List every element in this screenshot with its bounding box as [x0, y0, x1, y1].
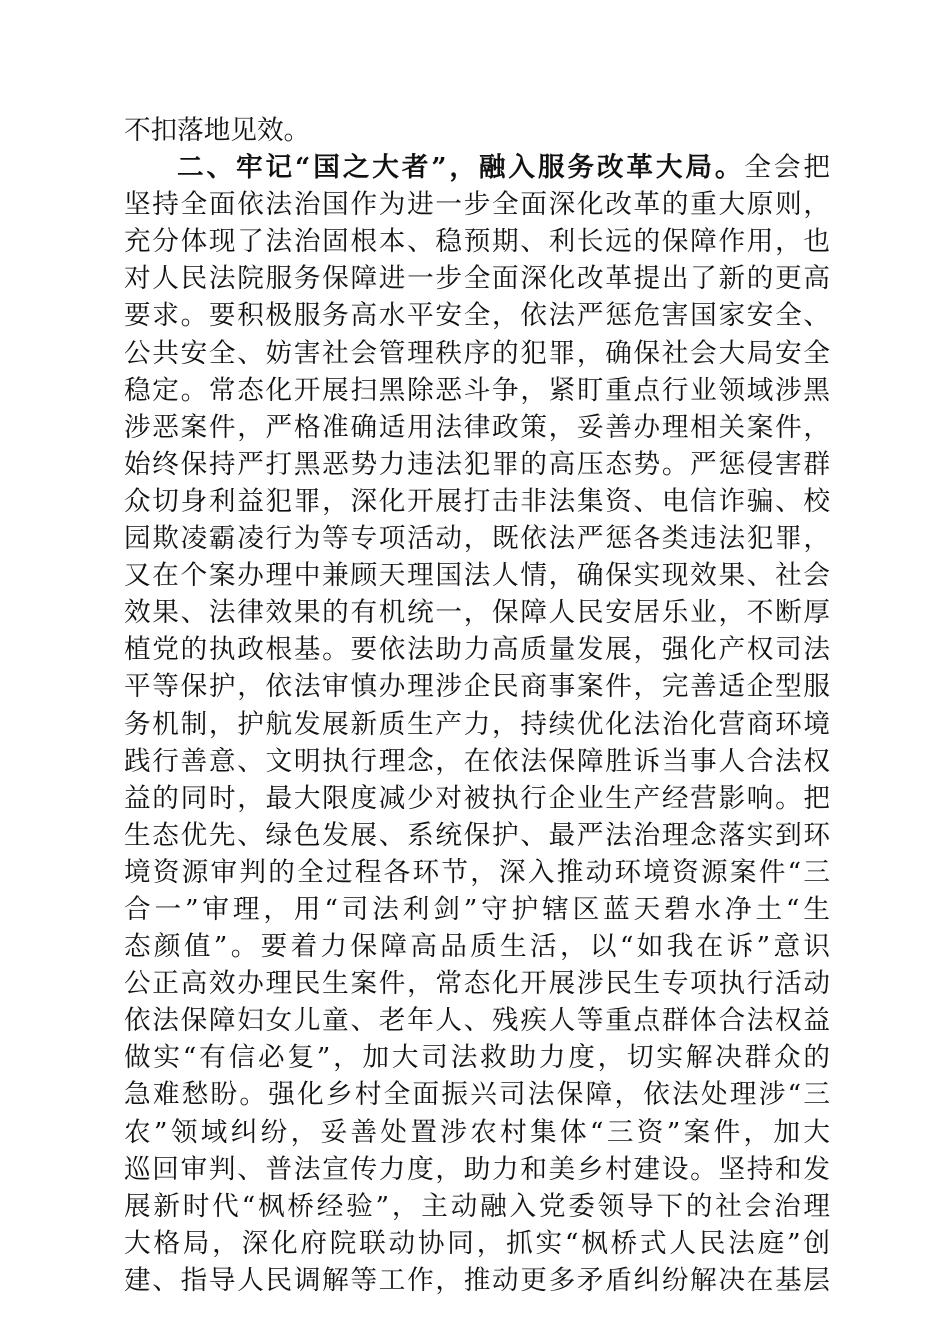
line-text: 充分体现了法治固根本、稳预期、利长远的保障作用，也: [124, 226, 830, 258]
text-line: [124, 112, 830, 149]
line-text: 植党的执政根基。要依法助力高质量发展，强化产权司法: [124, 634, 830, 666]
line-text: 建、指导人民调解等工作，推动更多矛盾纠纷解决在基层: [124, 1264, 830, 1296]
text-line: [124, 446, 830, 483]
text-line: [124, 557, 830, 594]
line-text: 做实“有信必复”，加大司法救助力度，切实解决群众的: [124, 1042, 830, 1074]
text-line: [124, 297, 830, 334]
text-line: [124, 706, 830, 743]
text-line: [124, 372, 830, 409]
line-text: 始终保持严打黑恶势力违法犯罪的高压态势。严惩侵害群: [124, 448, 830, 480]
line-text: 对人民法院服务保障进一步全面深化改革提出了新的更高: [124, 263, 830, 295]
text-line: [124, 1076, 830, 1113]
line-text: 巡回审判、普法宣传力度，助力和美乡村建设。坚持和发: [124, 1153, 830, 1185]
text-line: [124, 668, 830, 705]
text-line: [124, 928, 830, 965]
line-text: 稳定。常态化开展扫黑除恶斗争，紧盯重点行业领域涉黑: [124, 374, 830, 406]
text-line: [124, 223, 830, 260]
line-text: 践行善意、文明执行理念，在依法保障胜诉当事人合法权: [124, 745, 830, 777]
line-text: 境资源审判的全过程各环节，深入推动环境资源案件“三: [124, 856, 830, 888]
text-line: [124, 1114, 830, 1151]
text-line: [124, 1002, 830, 1039]
line-text: 众切身利益犯罪，深化开展打击非法集资、电信诈骗、校: [124, 485, 830, 517]
line-text: 农”领域纠纷，妥善处置涉农村集体“三资”案件，加大: [124, 1116, 830, 1148]
text-line: [124, 780, 830, 817]
text-line: [124, 409, 830, 446]
text-line: [124, 743, 830, 780]
text-line: [124, 186, 830, 223]
text-line: [124, 965, 830, 1002]
section-heading: 二、牢记“国之大者”，融入服务改革大局。: [177, 152, 745, 184]
text-line: [124, 891, 830, 928]
line-text: 态颜值”。要着力保障高品质生活，以“如我在诉”意识: [124, 931, 830, 963]
text-line: [124, 817, 830, 854]
text-line: [124, 854, 830, 891]
line-text: 全会把: [744, 152, 830, 184]
text-line: [124, 1225, 830, 1262]
line-text: 益的同时，最大限度减少对被执行企业生产经营影响。把: [124, 782, 830, 814]
text-line: [124, 149, 830, 186]
line-text: 合一”审理，用“司法利剑”守护辖区蓝天碧水净土“生: [124, 893, 830, 925]
line-text: 公正高效办理民生案件，常态化开展涉民生专项执行活动: [124, 968, 830, 1000]
document-page: [124, 112, 830, 1299]
line-text: 平等保护，依法审慎办理涉企民商事案件，完善适企型服: [124, 671, 830, 703]
line-text: 不扣落地见效。: [124, 115, 311, 146]
line-text: 大格局，深化府院联动协同，抓实“枫桥式人民法庭”创: [124, 1227, 830, 1259]
text-line: [124, 335, 830, 372]
text-line: [124, 1188, 830, 1225]
text-line: [124, 1262, 830, 1299]
line-text: 涉恶案件，严格准确适用法律政策，妥善办理相关案件，: [124, 411, 830, 443]
text-line: [124, 1039, 830, 1076]
text-line: [124, 260, 830, 297]
line-text: 园欺凌霸凌行为等专项活动，既依法严惩各类违法犯罪，: [124, 523, 830, 555]
text-line: [124, 594, 830, 631]
text-line: [124, 483, 830, 520]
text-line: [124, 631, 830, 668]
line-text: 生态优先、绿色发展、系统保护、最严法治理念落实到环: [124, 819, 830, 851]
line-text: 要求。要积极服务高水平安全，依法严惩危害国家安全、: [124, 300, 830, 332]
document-body: [124, 112, 830, 1299]
line-text: 依法保障妇女儿童、老年人、残疾人等重点群体合法权益: [124, 1005, 830, 1037]
text-line: [124, 520, 830, 557]
line-text: 急难愁盼。强化乡村全面振兴司法保障，依法处理涉“三: [124, 1079, 830, 1111]
line-text: 坚持全面依法治国作为进一步全面深化改革的重大原则，: [124, 189, 830, 221]
line-text: 展新时代“枫桥经验”，主动融入党委领导下的社会治理: [124, 1190, 830, 1222]
line-text: 公共安全、妨害社会管理秩序的犯罪，确保社会大局安全: [124, 337, 830, 369]
line-text: 又在个案办理中兼顾天理国法人情，确保实现效果、社会: [124, 560, 830, 592]
line-text: 效果、法律效果的有机统一，保障人民安居乐业，不断厚: [124, 597, 830, 629]
text-line: [124, 1151, 830, 1188]
line-text: 务机制，护航发展新质生产力，持续优化法治化营商环境: [124, 708, 830, 740]
